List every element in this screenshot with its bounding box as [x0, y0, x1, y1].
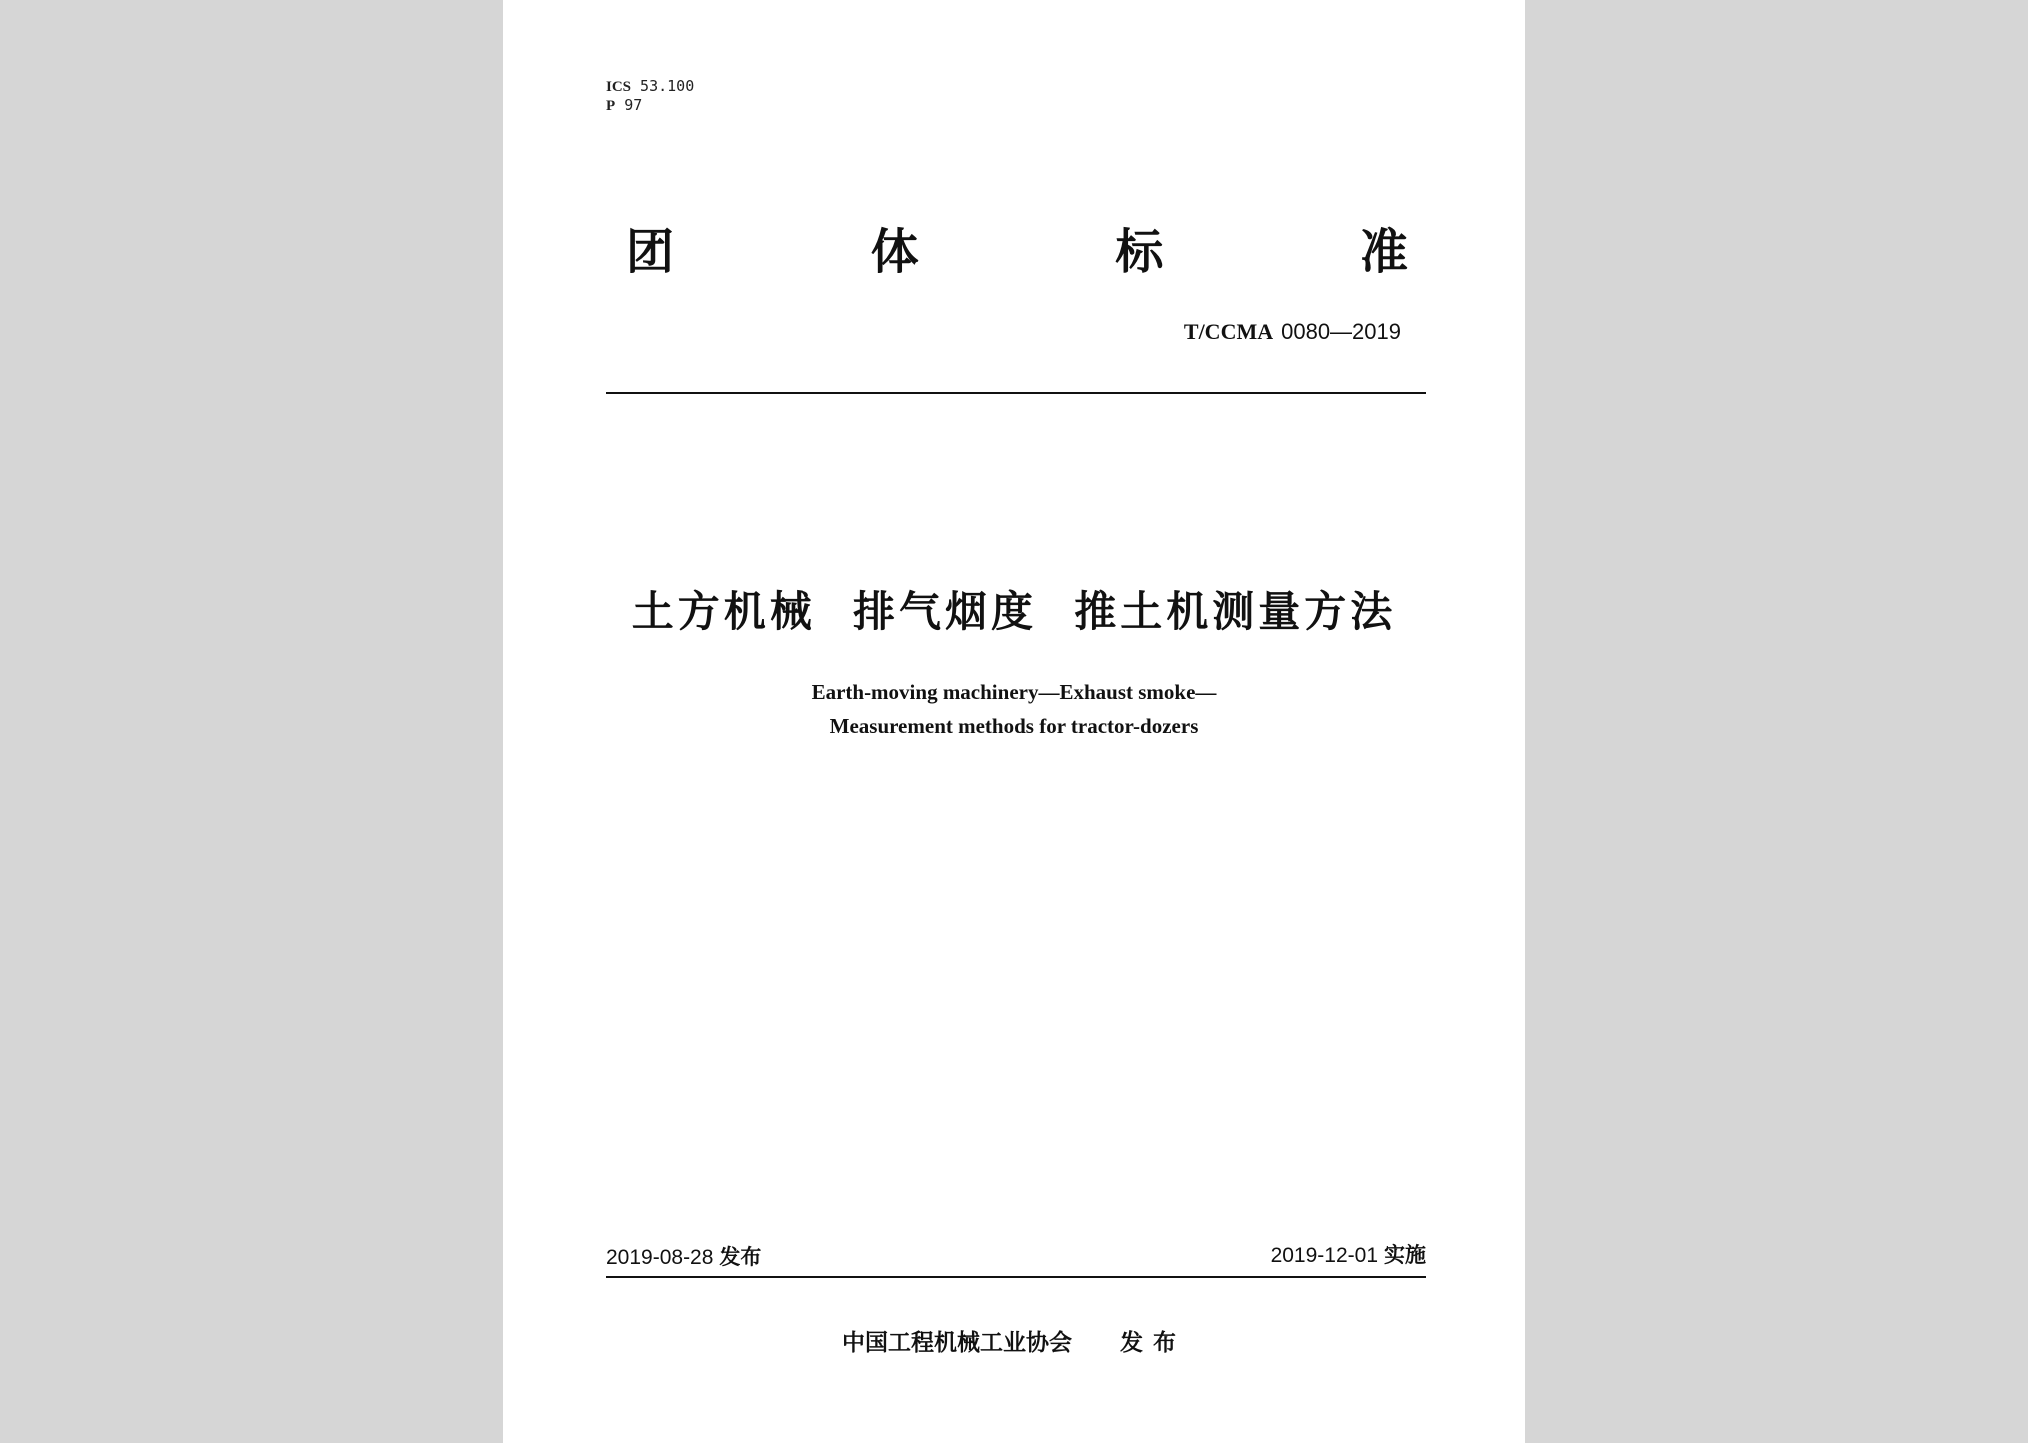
standard-type-char: 标 [1115, 224, 1164, 280]
standard-number [1184, 318, 1401, 347]
effective-label: 实施 [1384, 1243, 1426, 1267]
standard-type-char: 准 [1359, 224, 1408, 280]
ccs-row [606, 96, 694, 115]
ics-code: 53.100 [640, 77, 695, 95]
classification-codes [606, 77, 694, 115]
standard-number-value: 0080—2019 [1281, 319, 1401, 344]
title-english [503, 675, 1525, 743]
issue-date-block [606, 1242, 761, 1273]
dates-row [606, 1240, 1426, 1270]
publisher-line [503, 1325, 1525, 1361]
standard-number-prefix: T/CCMA [1183, 319, 1274, 344]
publisher-name: 中国工程机械工业协会 [842, 1330, 1072, 1356]
header-divider [606, 392, 1426, 394]
effective-date: 2019-12-01 [1270, 1244, 1378, 1267]
issue-label: 发布 [719, 1245, 762, 1269]
publisher-action: 发布 [1120, 1330, 1186, 1356]
title-chinese: 土方机械 排气烟度 推土机测量方法 [631, 587, 1397, 636]
standard-type-char: 体 [870, 224, 919, 280]
ics-label: ICS [606, 79, 632, 95]
footer-divider [606, 1276, 1426, 1278]
standard-type-heading [606, 222, 1422, 282]
standard-type-char: 团 [626, 224, 675, 280]
ccs-label: P [606, 98, 616, 114]
ccs-code: 97 [624, 96, 643, 114]
title-english-line-2: Measurement methods for tractor-dozers [829, 714, 1199, 738]
issue-date: 2019-08-28 [606, 1246, 714, 1269]
ics-row [606, 77, 694, 96]
title-english-line-1: Earth-moving machinery—Exhaust smoke— [811, 680, 1217, 704]
effective-date-block [1271, 1240, 1426, 1271]
document-page [503, 0, 1525, 1443]
